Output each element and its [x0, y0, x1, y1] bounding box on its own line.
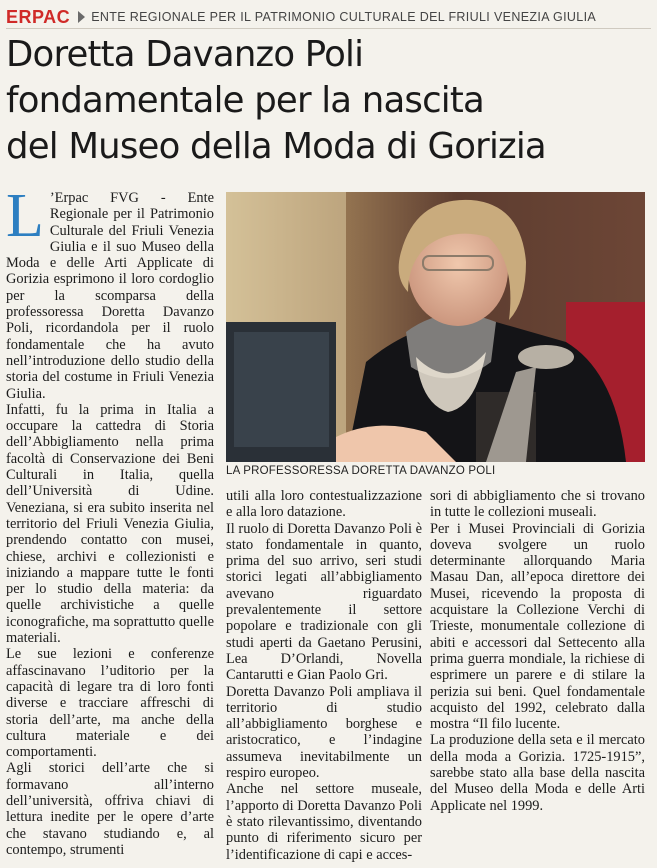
paragraph: La produzione della seta e il mercato della moda a Gorizia. 1725-1915”, sarebbe stato alla base della nascita del Museo della Moda e delle Arti Applicate nel 1999.: [430, 732, 645, 814]
headline-line-2: fondamentale per la nascita: [6, 80, 484, 121]
article-column-2: [226, 488, 422, 862]
headline-line-3: del Museo della Moda di Gorizia: [6, 126, 546, 167]
paragraph: Agli storici dell’arte che si formavano all’interno dell’università, offriva chiavi di lettura inedite per le opere d’arte che stavano studiando e, al contempo, strumenti: [6, 760, 214, 858]
paragraph: [6, 190, 214, 402]
paragraph: Doretta Davanzo Poli ampliava il territorio di studio all’abbigliamento borghese e aristocratico, e l’indagine assumeva inevitabilmente un respiro europeo.: [226, 683, 422, 782]
section-kicker: ENTE REGIONALE PER IL PATRIMONIO CULTURALE DEL FRIULI VENEZIA GIULIA: [91, 10, 597, 24]
paragraph: Le sue lezioni e conferenze affascinavano l’uditorio per la capacità di legare tra di loro fonti diverse e tracciare affreschi di storia dell’arte, ma anche della cultura materiale e dei comportamenti.: [6, 646, 214, 761]
paragraph: Infatti, fu la prima in Italia a occupare la cattedra di Storia dell’Abbigliamento nella prima facoltà di Conservazione dei Beni Culturali in Italia, quella dell’Università di Udine. Veneziana, si era subito inserita nel territorio del Friuli Venezia Giulia, prendendo contatto con musei, chiese, archivi e collezionisti e iniziando a mappare tutte le fonti per lo studio della materia: da quelle archivistiche a quelle iconografiche, ma soprattutto quelle materiali.: [6, 401, 214, 647]
drop-cap: L: [6, 190, 44, 250]
headline-line-1: Doretta Davanzo Poli: [6, 34, 364, 75]
paragraph: Anche nel settore museale, l’apporto di Doretta Davanzo Poli è stato rilevantissimo, diventando punto di riferimento sicuro per l’identificazione di capi e acces-: [226, 781, 422, 862]
paragraph: utili alla loro contestualizzazione e alla loro datazione.: [226, 488, 422, 521]
paragraph: sori di abbigliamento che si trovano in tutte le collezioni museali.: [430, 488, 645, 521]
article-headline: [6, 32, 651, 170]
paragraph-text: ’Erpac FVG - Ente Regionale per il Patrimonio Culturale del Friuli Venezia Giulia e il suo Museo della Moda e delle Arti Applicate di Gorizia esprimono il loro cordoglio per la scomparsa della professoressa Doretta Davanzo Poli, ricordandola per il ruolo fondamentale che ha avuto nell’introduzione dello studio della storia del costume in Friuli Venezia Giulia.: [6, 190, 214, 402]
article-column-1: [6, 190, 214, 862]
section-header: [6, 6, 651, 29]
article-photo: [226, 192, 645, 462]
brand-logo: ERPAC: [6, 6, 71, 27]
photo-caption: LA PROFESSORESSA DORETTA DAVANZO POLI: [226, 465, 496, 477]
portrait-photo-illustration: [226, 192, 645, 462]
paragraph: Il ruolo di Doretta Davanzo Poli è stato fondamentale in quanto, prima del suo arrivo, seri studi storici legati all’abbigliamento avevano riguardato prevalentemente il settore popolare e tradizionale con gli studi aperti da Gaetano Perusini, Lea D’Orlandi, Novella Cantarutti e Gian Paolo Gri.: [226, 520, 422, 684]
paragraph: Per i Musei Provinciali di Gorizia doveva svolgere un ruolo determinante allorquando Maria Masau Dan, all’epoca direttore dei Musei, ricevendo la proposta di acquistare la Collezione Verchi di Trieste, monumentale collezione di abiti e accessori dal Settecento alla prima guerra mondiale, la richiese di esprimere un parere e di stilare la perizia sui beni. Quel fondamentale acquisto del 1992, celebrato dalla mostra “Il filo lucente.: [430, 520, 645, 733]
arrow-right-icon: [78, 11, 85, 23]
article-column-3: [430, 488, 645, 862]
